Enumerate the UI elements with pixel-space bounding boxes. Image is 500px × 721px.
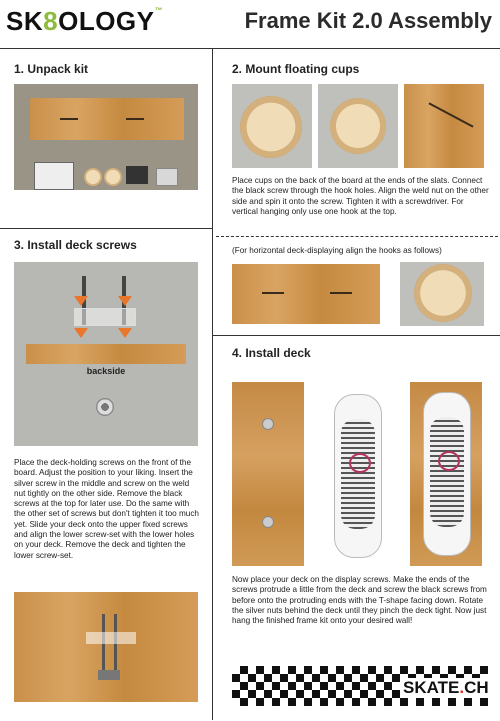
divider-s2-s4 [213, 335, 500, 336]
step-2-title: 2. Mount floating cups [232, 62, 360, 76]
skate-ch-logo: SKATE.CH [400, 678, 492, 698]
screw-pack-image [126, 166, 148, 184]
backside-label: backside [86, 366, 126, 376]
step-4-title: 4. Install deck [232, 346, 311, 360]
hardware-bag-image [156, 168, 178, 186]
arrow-down-icon [74, 296, 88, 306]
step-2-text: Place cups on the back of the board at the ends of the slats. Connect the black screw through the hook holes. Align the weld nut on the other side and spin it onto the screw. Tighten it with a screwdriver. For vertical hanging only use one hook at the top. [232, 176, 489, 216]
step-4-text: Now place your deck on the display screws. Make the ends of the screws protrude a little from the deck and screw the black screws from before onto the protruding ends with the T-shape facing down. Rotate the silver nuts behind the deck until they pinch the deck tight. Now just hang the finished frame kit onto your desired wall! [232, 575, 487, 626]
dashed-separator [216, 236, 498, 237]
plank-image [26, 344, 186, 364]
cup-image [104, 168, 122, 186]
board-slot-photo [404, 84, 484, 168]
arrow-down-icon [74, 328, 88, 338]
hook-closeup-photo [400, 262, 484, 326]
deck-screws-photo [14, 262, 198, 446]
step-1-title: 1. Unpack kit [14, 62, 89, 76]
cup-closeup-photo-1 [232, 84, 312, 168]
board-image [30, 98, 184, 140]
board-with-screws-photo [232, 382, 304, 566]
cup-closeup-photo-2 [318, 84, 398, 168]
step-3-text: Place the deck-holding screws on the front of the board. Adjust the position to your liking. Insert the silver screw in the middle and screw on the weld nut tightly on the other side. Remove the black screws at the top for later use. Do the same with the other set of screws but don't tighten it too much yet. Slide your deck onto the upper fixed screws and align the lower screw-set with the lower holes on your deck. Remove the deck and tighten the lower screw-set. [14, 458, 199, 560]
mounted-screws-photo [14, 592, 198, 702]
cup-image [84, 168, 102, 186]
manual-image [34, 162, 74, 190]
page-title: Frame Kit 2.0 Assembly [244, 8, 492, 33]
weld-nut-icon [96, 398, 114, 416]
horizontal-hooks-photo [232, 264, 380, 324]
arrow-down-icon [118, 296, 132, 306]
kit-contents-photo [14, 84, 198, 190]
divider-s1-s3 [0, 228, 212, 229]
skateboard-deck-image [334, 394, 382, 558]
arrow-down-icon [118, 328, 132, 338]
step-2-note: (For horizontal deck-displaying align the hooks as follows) [232, 246, 442, 255]
step-3-title: 3. Install deck screws [14, 238, 137, 252]
brand-logo: SK8OLOGY™ [6, 6, 163, 36]
column-divider [212, 48, 213, 720]
mounted-deck-photo [410, 382, 482, 566]
